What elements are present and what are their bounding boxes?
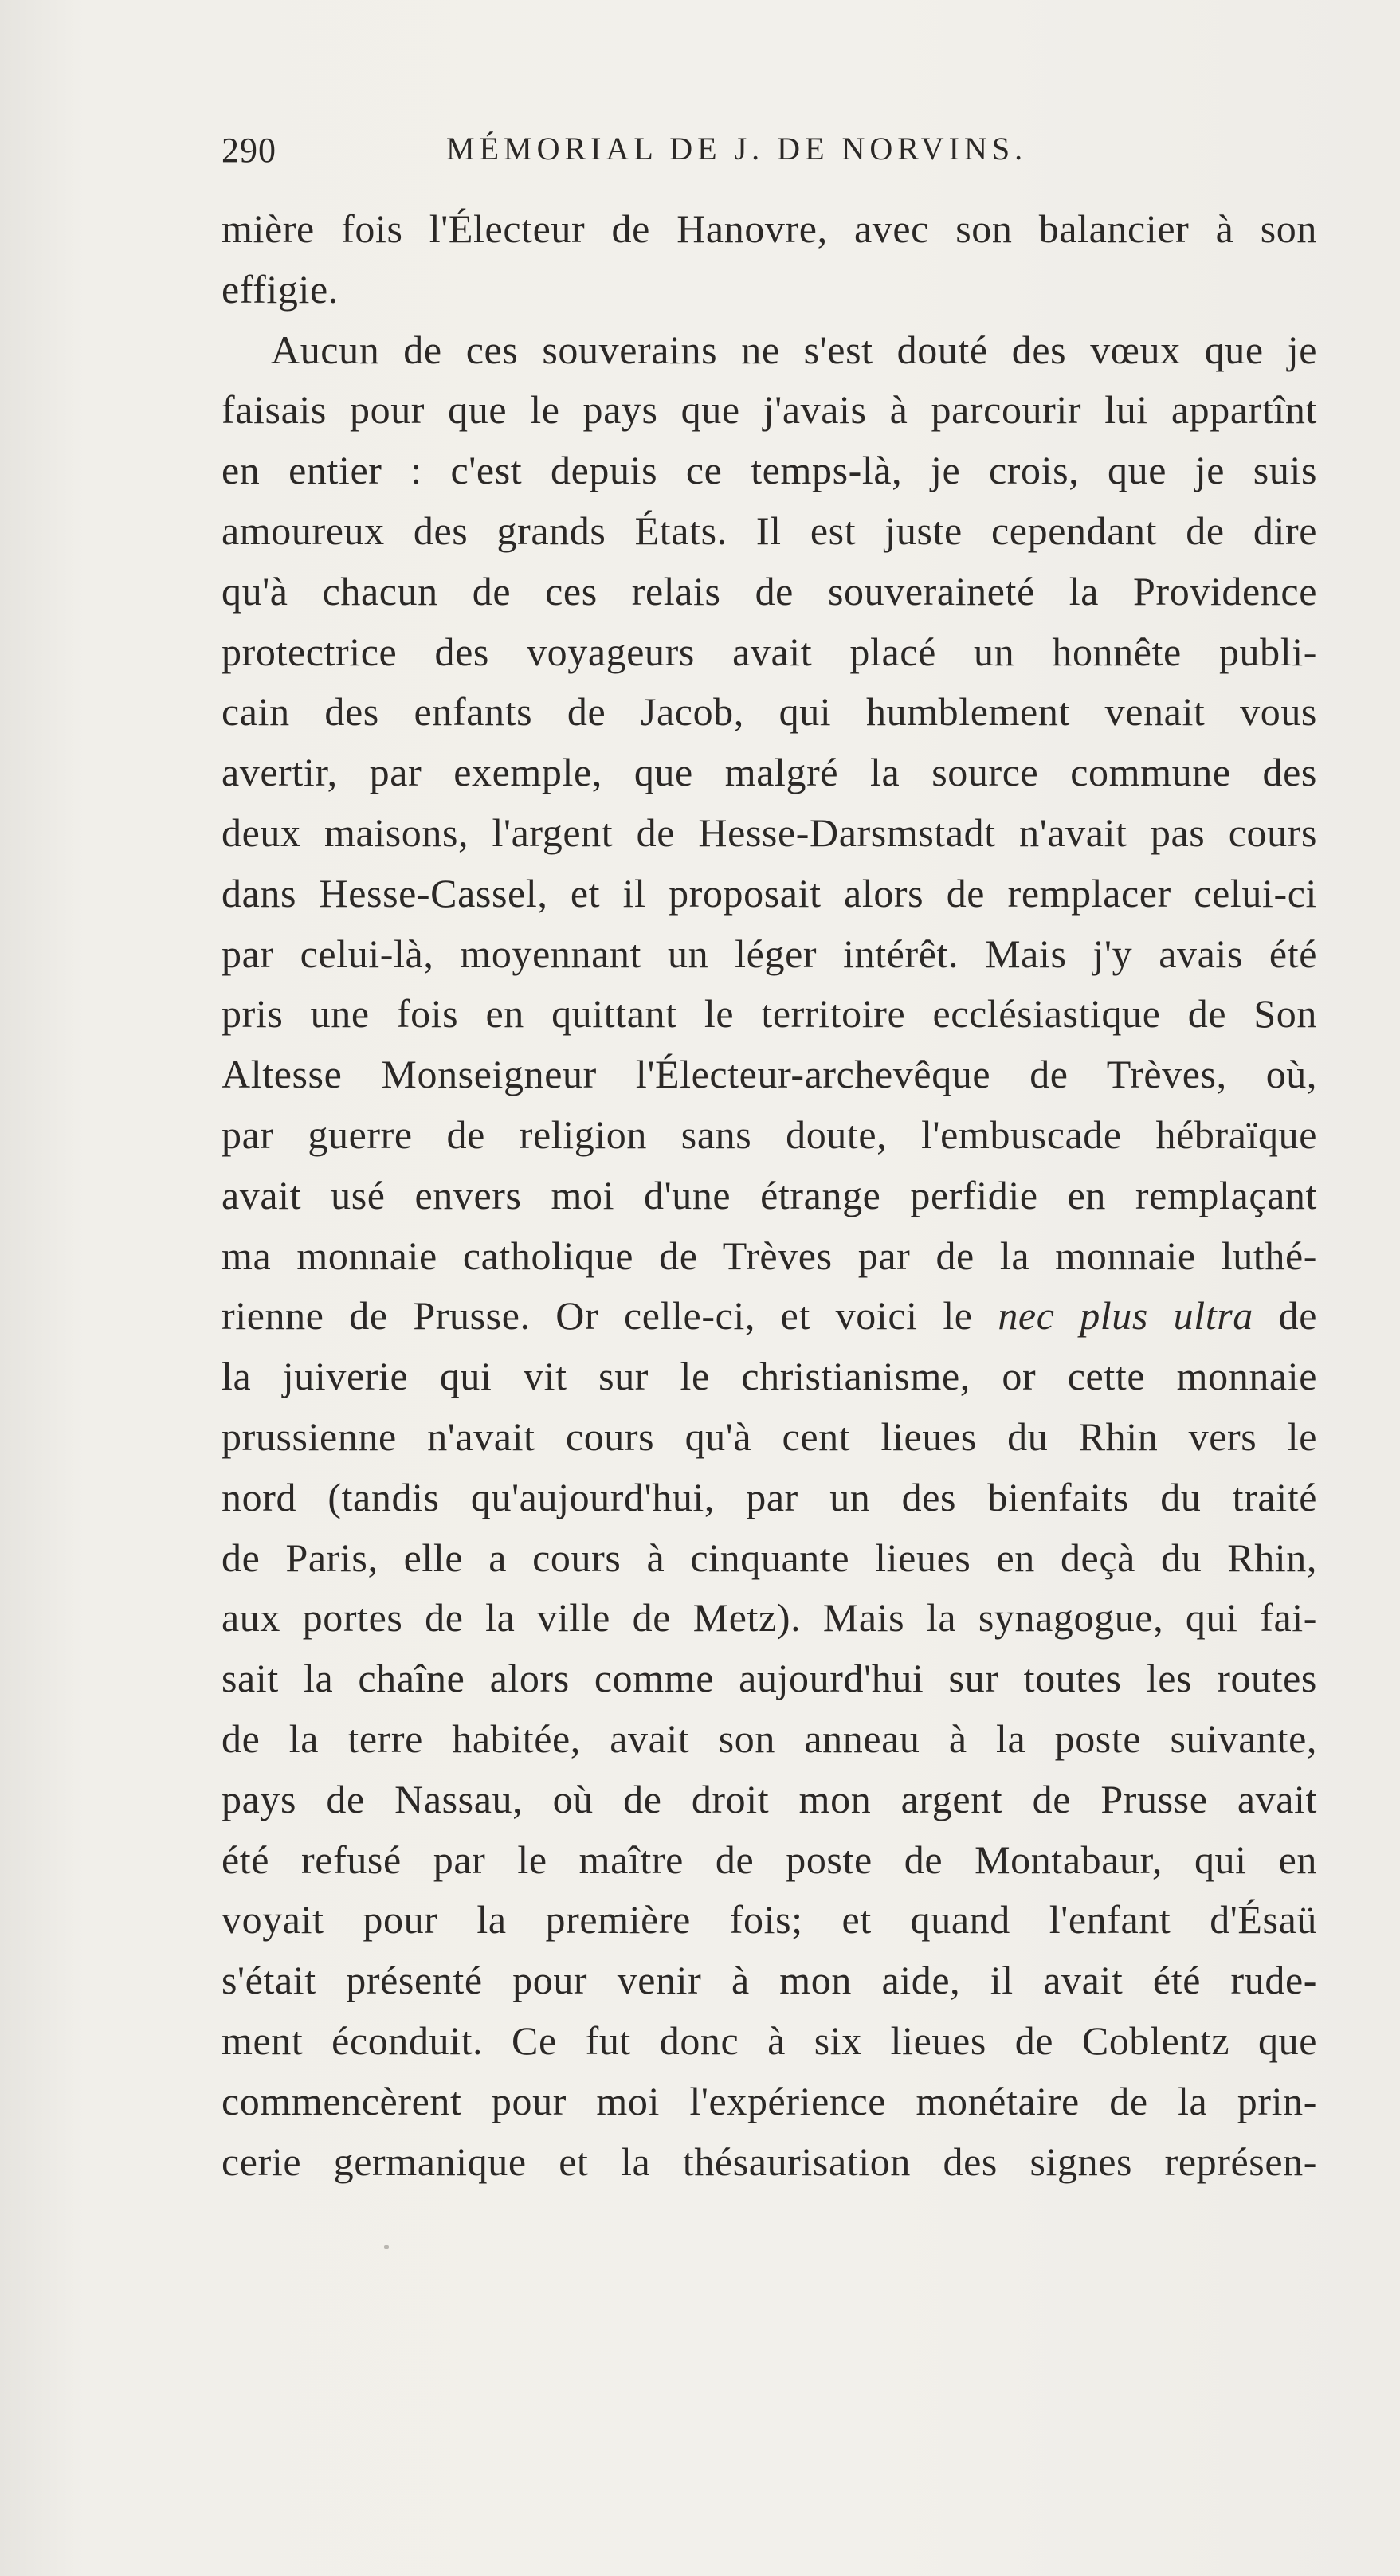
text-line: Altesse Monseigneur l'Électeur-archevêque de Trèves, où,: [222, 1052, 1317, 1097]
running-title: MÉMORIAL DE J. DE NORVINS.: [446, 131, 1028, 167]
text-line: effigie.: [222, 266, 339, 312]
text-line: la juiverie qui vit sur le christianisme, or cette monnaie: [222, 1354, 1317, 1399]
text-line: par guerre de religion sans doute, l'embuscade hébraïque: [222, 1112, 1317, 1157]
text-line-nec-plus-ultra: [222, 1286, 1317, 1347]
text-line: de Paris, elle a cours à cinquante lieues en deçà du Rhin,: [222, 1535, 1317, 1580]
text-line: sait la chaîne alors comme aujourd'hui sur toutes les routes: [222, 1656, 1317, 1701]
page-number: 290: [222, 131, 276, 170]
text-line: par celui-là, moyennant un léger intérêt. Mais j'y avais été: [222, 931, 1317, 976]
body-text: [222, 199, 1317, 2192]
text-line: cerie germanique et la thésaurisation des signes représen-: [222, 2139, 1317, 2184]
text-line: avertir, par exemple, que malgré la source commune des: [222, 750, 1317, 795]
text-line: été refusé par le maître de poste de Montabaur, qui en: [222, 1837, 1317, 1882]
page-header: [222, 130, 1321, 178]
text-line: prussienne n'avait cours qu'à cent lieues du Rhin vers le: [222, 1413, 1317, 1459]
text-line: avait usé envers moi d'une étrange perfidie en remplaçant: [222, 1172, 1317, 1217]
text-line: pris une fois en quittant le territoire ecclésiastique de Son: [222, 991, 1317, 1037]
text-line: ment éconduit. Ce fut donc à six lieues de Coblentz que: [222, 2017, 1317, 2063]
italic-phrase: nec plus ultra: [998, 1293, 1253, 1339]
text-line: commencèrent pour moi l'expérience monétaire de la prin-: [222, 2078, 1317, 2123]
text-line: s'était présenté pour venir à mon aide, il avait été rude-: [222, 1958, 1317, 2003]
text-line: protectrice des voyageurs avait placé un honnête publi-: [222, 629, 1317, 674]
text-line: nord (tandis qu'aujourd'hui, par un des bienfaits du traité: [222, 1474, 1317, 1519]
text-line: faisais pour que le pays que j'avais à parcourir lui appartînt: [222, 387, 1317, 433]
text-line: aux portes de la ville de Metz). Mais la synagogue, qui fai-: [222, 1595, 1317, 1641]
text-line: en entier : c'est depuis ce temps-là, je crois, que je suis: [222, 448, 1317, 493]
text-line: pays de Nassau, où de droit mon argent de Prusse avait: [222, 1776, 1317, 1821]
text-segment: de: [1253, 1293, 1318, 1339]
text-line: dans Hesse-Cassel, et il proposait alors de remplacer celui-ci: [222, 870, 1317, 916]
text-line: voyait pour la première fois; et quand l'enfant d'Ésaü: [222, 1897, 1317, 1943]
text-line: qu'à chacun de ces relais de souveraineté la Providence: [222, 568, 1317, 614]
paper-speck: [384, 2245, 389, 2249]
text-line: de la terre habitée, avait son anneau à la poste suivante,: [222, 1715, 1317, 1761]
text-line: ma monnaie catholique de Trèves par de la monnaie luthé-: [222, 1233, 1317, 1278]
text-line: amoureux des grands États. Il est juste cependant de dire: [222, 508, 1317, 553]
text-line: cain des enfants de Jacob, qui humblement venait vous: [222, 689, 1317, 735]
text-line: deux maisons, l'argent de Hesse-Darsmstadt n'avait pas cours: [222, 810, 1317, 855]
text-line: Aucun de ces souverains ne s'est douté des vœux que je: [271, 327, 1317, 372]
text-line: mière fois l'Électeur de Hanovre, avec son balancier à son: [222, 206, 1317, 251]
text-segment: rienne de Prusse. Or celle-ci, et voici le: [222, 1293, 998, 1339]
